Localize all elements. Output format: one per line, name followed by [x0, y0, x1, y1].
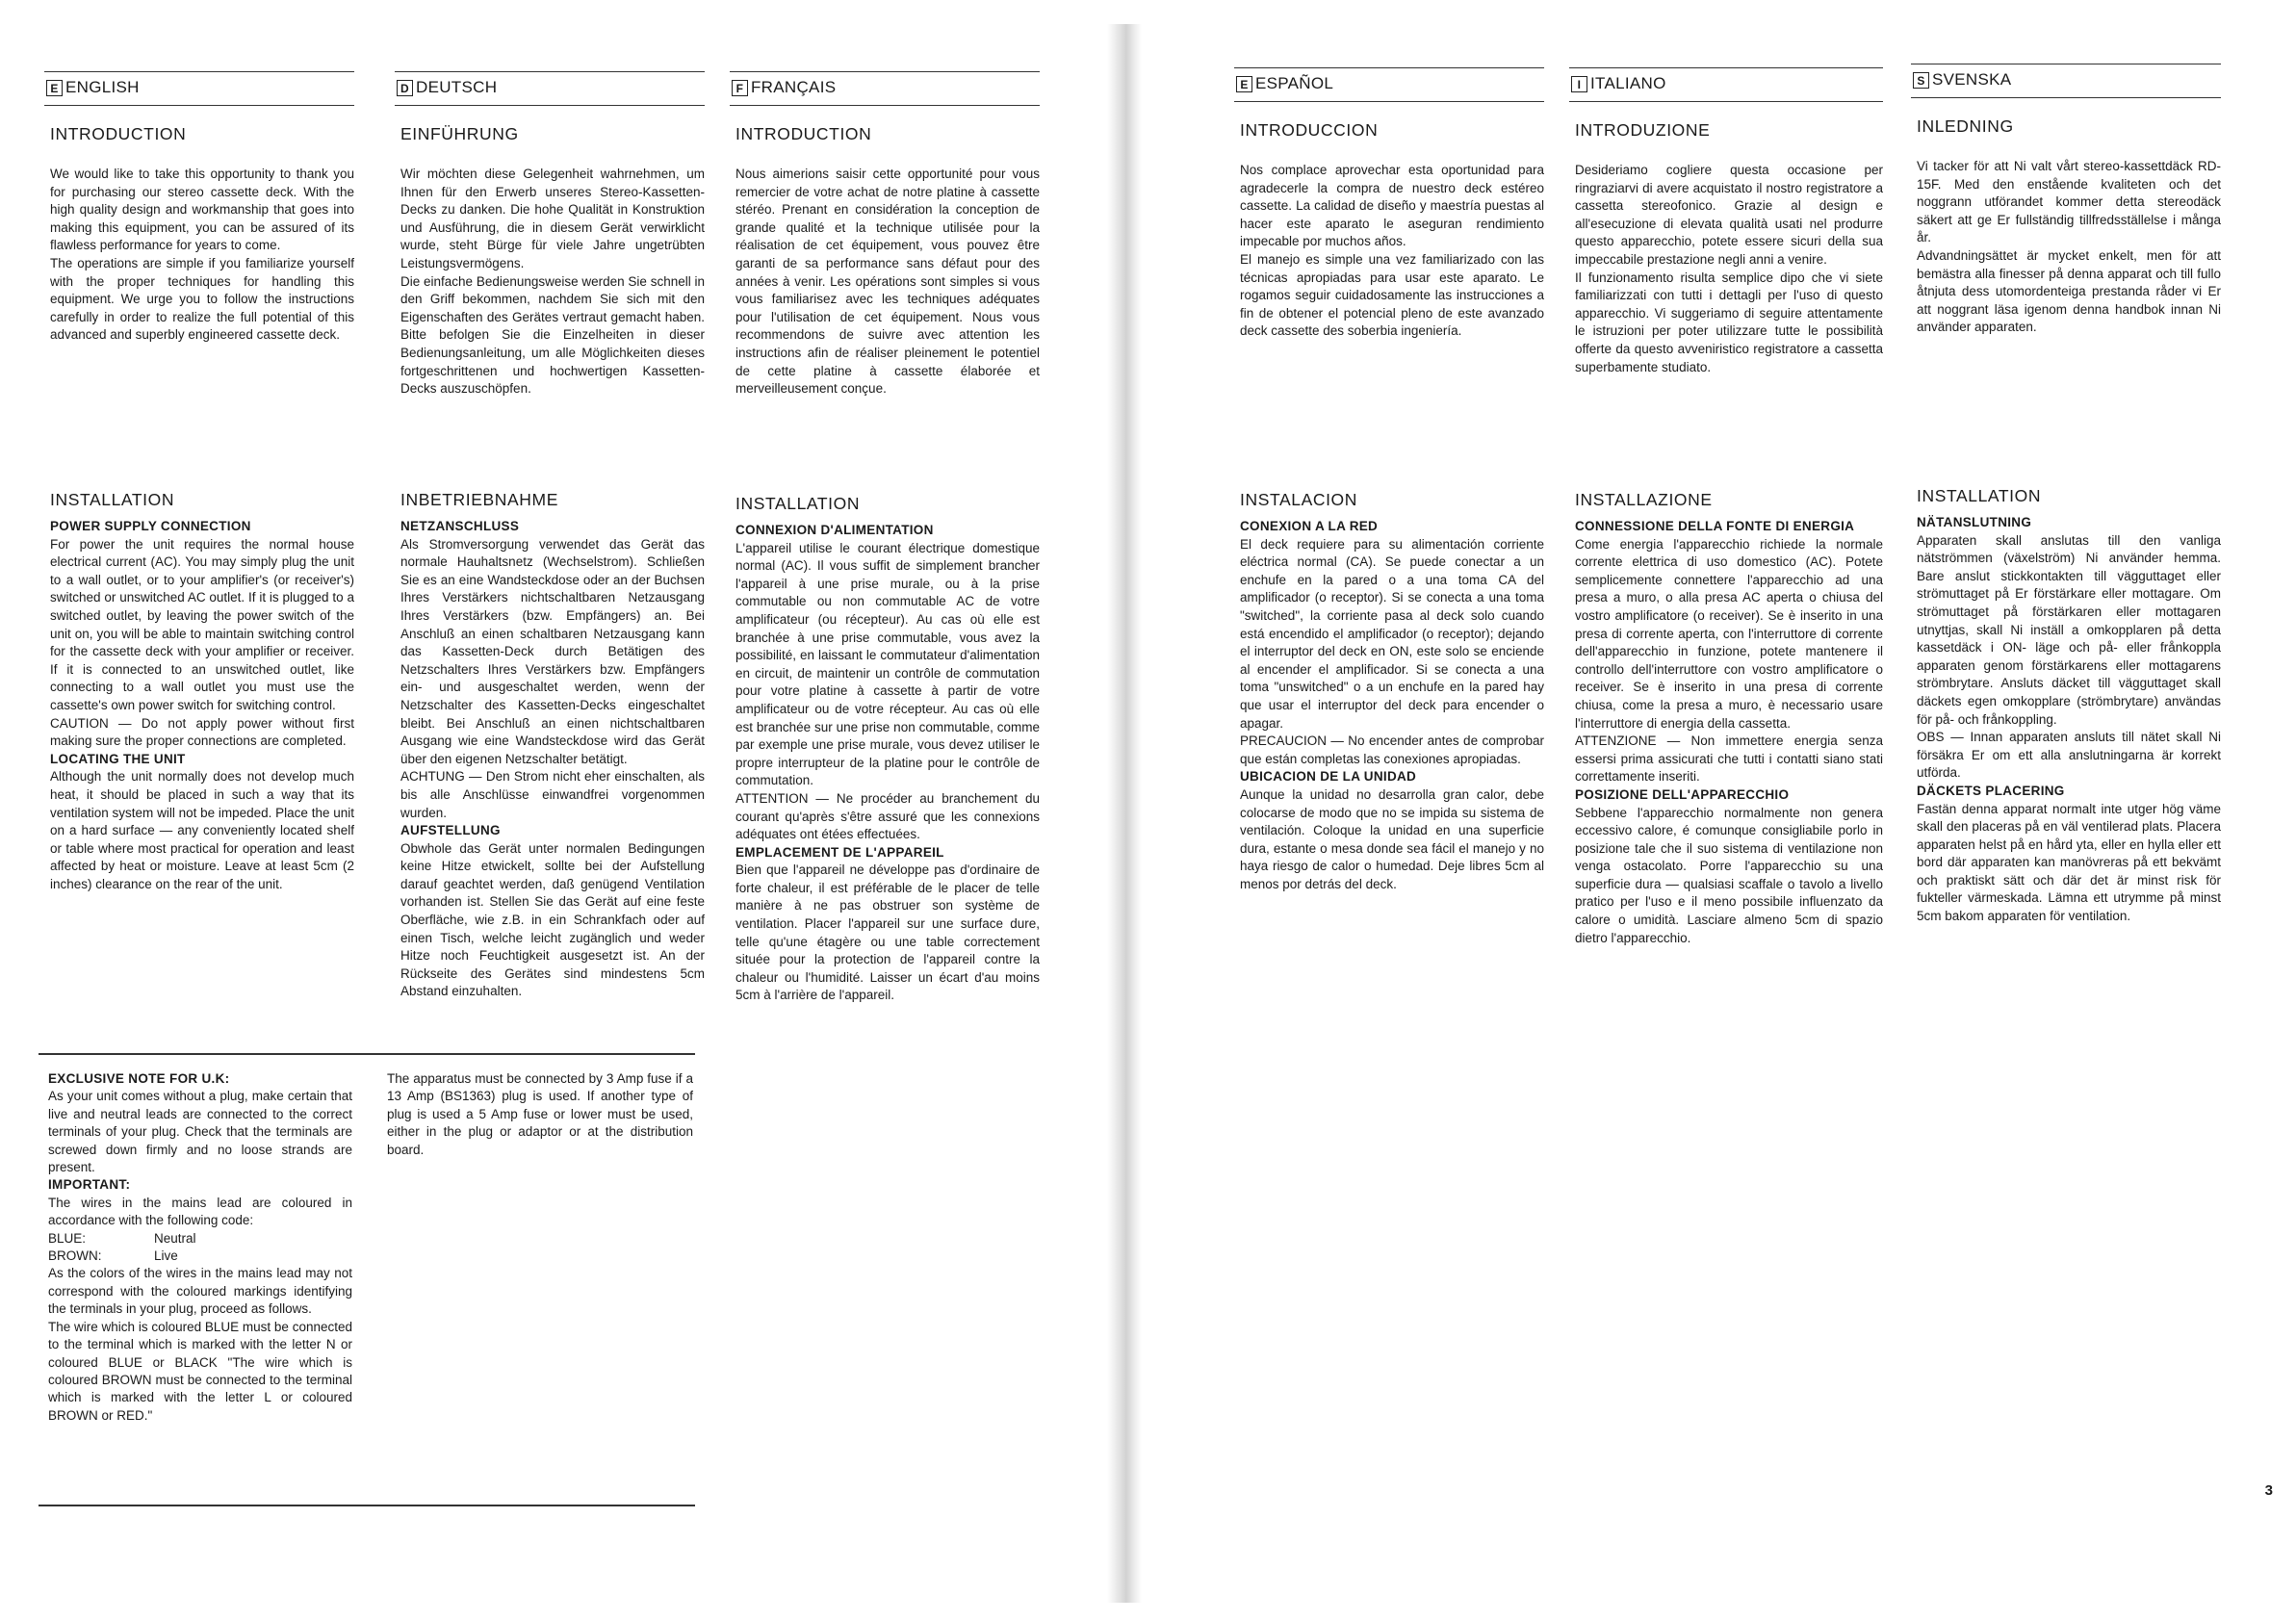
- intro-heading: INTRODUCTION: [735, 124, 872, 143]
- column-english: [44, 71, 358, 995]
- page-number: 3: [2264, 1482, 2273, 1499]
- uk-note-left: [48, 1070, 356, 1425]
- language-header: [1234, 67, 1544, 102]
- language-name: DEUTSCH: [416, 78, 498, 96]
- uk-note-fuse-text: The apparatus must be connected by 3 Amp fuse if a 13 Amp (BS1363) plug is used. If another type of plug is used a 5 Amp fuse or lower must be used, either in the plug or adaptor or at the distribution board.: [387, 1071, 697, 1157]
- column-deutsch: [395, 71, 709, 1034]
- language-header: [395, 71, 705, 106]
- intro-heading: INLEDNING: [1917, 116, 2014, 136]
- installation-heading: INSTALLAZIONE: [1575, 490, 1713, 509]
- power-subheading: POWER SUPPLY CONNECTION: [50, 519, 251, 533]
- column-francais: [730, 71, 1044, 1130]
- language-header: [1911, 64, 2221, 98]
- location-subheading: UBICACION DE LA UNIDAD: [1240, 769, 1417, 785]
- intro-text: Nous aimerions saisir cette opportunité pour vous remercier de votre achat de notre platine à cassette stéréo. Prenant en considération la conception de grande qualité et la technique utilisée pour la réalisation de cet équipement, vous pouvez être garanti de sa performance sans défaut pour des années à venir. Les opérations sont simples si vous vous familiarisez avec les techniques adéquates pour l'utilisation de cet équipement. Nous vous recommendons de suivre avec attention les instructions afin de réaliser pleinement le potentiel de cette platine à cassette élaborée et merveilleusement conçue.: [735, 167, 1044, 397]
- installation-body: [735, 522, 1044, 1005]
- wire-name: Neutral: [154, 1230, 196, 1246]
- page-fold: [1107, 24, 1142, 1603]
- installation-body: [50, 518, 358, 893]
- location-subheading: POSIZIONE DELL'APPARECCHIO: [1575, 786, 1790, 802]
- location-text: Obwhole das Gerät unter normalen Bedingungen keine Hitze etwickelt, sollte bei der Aufstellung darauf geachtet werden, daß genügend Ventilation vorhanden ist. Stellen Sie das Gerät auf eine feste Oberfläche, wie z.B. in ein Schrankfach oder auf einen Tisch, welche leicht zugänglich und weder Hitze noch Feuchtigkeit ausgesetzt ist. An der Rückseite des Gerätes sind mindestens 5cm Abstand einzuhalten.: [400, 840, 709, 999]
- intro-text: Desideriamo cogliere questa occasione per ringraziarvi di avere acquistato il nostro registratore a cassetta stereofonico. Grazie al design e all'esecuzione di elevata qualità usati nel produrre questo apparecchio, potete essere sicuri della sua impeccabile prestazione negli anni a venire. Il funzionamento risulta semplice dipo che vi siete familiarizzati con tutti i dettagli per l'uso di questo apparecchio. Vi suggeriamo di seguire attentamente le istruzioni per poter utilizzare tutte le possibilità offerte da questo avveniristico registratore a cassetta superbamente studiato.: [1575, 163, 1883, 374]
- power-subheading: NETZANSCHLUSS: [400, 519, 520, 533]
- language-badge-icon: S: [1913, 72, 1929, 89]
- installation-heading: INSTALLATION: [735, 494, 861, 513]
- language-label: [1571, 75, 1666, 93]
- uk-note-top-rule: [39, 1053, 695, 1055]
- power-subheading: CONNESSIONE DELLA FONTE DI ENERGIA: [1575, 519, 1855, 533]
- language-header: [1569, 67, 1883, 102]
- language-name: ESPAÑOL: [1255, 74, 1334, 92]
- wire-code-table: [48, 1230, 352, 1266]
- power-subheading: NÄTANSLUTNING: [1917, 515, 2032, 529]
- intro-text: Wir möchten diese Gelegenheit wahrnehmen, um Ihnen für den Erwerb unseres Stereo-Kassetten-Decks zu danken. Die hohe Qualität in Konstruktion und Ausführung, die in diesem Gerät verwirklicht wurde, steht Bürge für viele Jahre ungetrübten Leistungsvermögens. Die einfache Bedienungsweise werden Sie schnell in den Griff bekommen, nachdem Sie sich mit den Eigenschaften des Gerätes vertraut gemacht haben. Bitte befolgen Sie die Einzelheiten in dieser Bedienungsanleitung, um alle Möglichkeiten dieses fortgeschrittenen und hochwertigen Kassetten-Decks auszuschöpfen.: [400, 167, 705, 397]
- location-text: Although the unit normally does not develop much heat, it should be placed in such a way that its ventilation system will not be impeded. Place the unit on a hard surface — any conveniently located shelf or table where most practical for operation and least affected by heat or moisture. Leave at least 5cm (2 inches) clearance on the rear of the unit.: [50, 769, 358, 891]
- language-label: [46, 79, 140, 97]
- language-badge-icon: F: [732, 80, 748, 96]
- location-text: Bien que l'appareil ne développe pas d'ordinaire de forte chaleur, il est préférable de le placer de telle manière à ne pas obstruer son système de ventilation. Placer l'appareil sur une surface dure, telle qu'une étagère ou une table correctement située pour la protection de l'appareil contre la chaleur ou l'humidité. Laisser un écart d'au moins 5cm à l'arrière de l'appareil.: [735, 862, 1044, 1003]
- language-badge-icon: D: [397, 80, 413, 96]
- power-text: Apparaten skall anslutas till den vanliga nätströmmen (växelström) Ni använder hemma. Bare anslut stickkontakten till vägguttaget eller strömuttaget på Er förstärkare eller mottagare. Om strömuttaget på förstärkaren eller mottagaren utnyttjas, skall Ni inställ a omkopplaren på detta kassetdäck i ON- läge och på- eller frånkoppla apparaten genom förstärkarens eller mottagarens strömbrytare. Ansluts däcket till vägguttaget skall däckets egen omkopplare (strömbrytare) användas för på- och frånkoppling. OBS — Innan apparaten ansluts till nätet skall Ni försäkra Er om ett alla anslutningarna är korrekt utförda.: [1917, 532, 2221, 781]
- uk-note-text-2: The wires in the mains lead are coloured in accordance with the following code:: [48, 1195, 356, 1228]
- language-label: [732, 79, 836, 97]
- installation-body: [1575, 518, 1887, 947]
- uk-note-text-3: As the colors of the wires in the mains lead may not correspond with the coloured markings identifying the terminals in your plug, proceed as follows. The wire which is coloured BLUE must be connected to the terminal which is marked with the letter N or coloured BLUE or BLACK "The wire which is coloured BROWN must be connected to the terminal which is marked with the letter L or coloured BROWN or RED.": [48, 1266, 352, 1423]
- installation-heading: INBETRIEBNAHME: [400, 490, 558, 509]
- intro-text: Nos complace aprovechar esta oportunidad para agradecerle la compra de nuestro deck estéreo cassette. La calidad de diseño y maestría puestas al hacer este aparato le aseguran rendimiento impecable por muchos años. El manejo es simple una vez familiarizado con las técnicas apropiadas para usar este aparato. Le rogamos seguir cuidadosamente las instrucciones a fin de obtener el potencial pleno de este avanzado deck cassette des soberbia ingeniería.: [1240, 163, 1544, 339]
- power-text: For power the unit requires the normal house electrical current (AC). You may simply plug the unit to a wall outlet, or to your amplifier's (or receiver's) switched or unswitched AC outlet. If it is plugged to a switched outlet, by leaving the power switch of the unit on, you will be able to maintain switching control for the cassette deck with your amplifier or receiver. If it is connected to an unswitched outlet, like connecting to a wall outlet you must use the cassette's own power switch for switching control. CAUTION — Do not apply power without first making sure the proper connections are completed.: [50, 536, 354, 749]
- language-badge-icon: I: [1571, 76, 1587, 92]
- installation-heading: INSTALLATION: [1917, 486, 2042, 505]
- installation-body: [400, 518, 709, 1001]
- language-name: SVENSKA: [1932, 70, 2012, 89]
- intro-text: Vi tacker för att Ni valt vårt stereo-kassettdäck RD-15F. Med den enstående kvaliteten och det noggrann utförandet kommer detta stereodäck säkert att ge Er fullständig tillfredsställelse i många år. Advandningsättet är mycket enkelt, men för att bemästra alla finesser på denna apparat och till fullo åtnjuta dess utomordenteiga prestanda råder vi Er att noggrant läsa igenom denna handbok innan Ni använder apparaten.: [1917, 159, 2221, 335]
- location-subheading: AUFSTELLUNG: [400, 823, 501, 838]
- installation-body: [1917, 514, 2225, 926]
- language-label: [397, 79, 497, 97]
- power-subheading: CONEXION A LA RED: [1240, 519, 1379, 533]
- intro-heading: INTRODUCCION: [1240, 120, 1379, 140]
- location-text: Fastän denna apparat normalt inte utger hög väme skall den placeras på en väl ventilerad plats. Placera apparaten helst på en hård yta, eller en hylla eller ett bord där apparaten kan manövreras på ett bekvämt och praktiskt sätt och där det är minst risk för fukteller värmeskada. Lämna ett utrymme på minst 5cm bakom apparaten för ventilation.: [1917, 801, 2225, 924]
- column-espanol: [1234, 67, 1548, 1030]
- language-label: [1913, 71, 2011, 90]
- location-text: Aunque la unidad no desarrolla gran calor, debe colocarse de modo que no se impida su sistema de ventilación. Coloque la unidad en una superficie dura, estante o mesa donde sea fácil el manejo y no haya riesgo de calor o humedad. Deje libres 5cm al menos por detrás del deck.: [1240, 786, 1548, 891]
- uk-note-important: IMPORTANT:: [48, 1177, 131, 1193]
- language-badge-icon: E: [46, 80, 63, 96]
- uk-note-heading: EXCLUSIVE NOTE FOR U.K:: [48, 1071, 230, 1086]
- language-name: FRANÇAIS: [751, 78, 837, 96]
- intro-heading: INTRODUZIONE: [1575, 120, 1711, 140]
- location-text: Sebbene l'apparecchio normalmente non genera eccessivo calore, é comunque consigliabile porlo in posizione tale che il suo sistema di ventilazione non venga ostacolato. Porre l'apparecchio su una superficie dura — qualsiasi scaffale o tavolo a livello pratico per l'uso e il meno possibile influenzato da calore o umidità. Lasciare almeno 5cm di spazio dietro l'apparecchio.: [1575, 805, 1887, 945]
- installation-body: [1240, 518, 1548, 893]
- language-header: [44, 71, 354, 106]
- intro-text: We would like to take this opportunity to thank you for purchasing our stereo cassette deck. With the high quality design and workmanship that goes into making this equipment, you can be assured of its flawless performance for years to come. The operations are simple if you familiarize yourself with the proper techniques for handling this equipment. We urge you to follow the instructions carefully in order to realize the full potential of this advanced and superbly engineered cassette deck.: [50, 167, 354, 343]
- power-subheading: CONNEXION D'ALIMENTATION: [735, 523, 934, 537]
- power-text: L'appareil utilise le courant électrique domestique normal (AC). Il vous suffit de simplement brancher l'appareil à une prise murale, ou à la prise commutable ou non commutable AC de votre amplificateur (ou récepteur). Au cas où elle est branchée à une prise commutable, vous avez la possibilité, en laissant le commutateur d'alimentation en circuit, de maintenir un contrôle de commutation pour votre platine à cassette à partir de votre amplificateur ou de votre récepteur. Au cas où elle est branchée sur une prise non commutable, comme par exemple une prise murale, vous devez utiliser le propre interrupteur de la platine pour le contrôle de commutation. ATTENTION — Ne procéder au branchement du courant qu'après s'être assuré que les connexions adéquates ont étées effectuées.: [735, 540, 1040, 842]
- uk-note-bottom-rule: [39, 1505, 695, 1506]
- location-subheading: LOCATING THE UNIT: [50, 751, 186, 766]
- language-name: ITALIANO: [1590, 74, 1666, 92]
- location-subheading: EMPLACEMENT DE L'APPAREIL: [735, 844, 944, 860]
- intro-heading: INTRODUCTION: [50, 124, 187, 143]
- language-badge-icon: E: [1236, 76, 1252, 92]
- location-subheading: DÄCKETS PLACERING: [1917, 783, 2065, 798]
- language-name: ENGLISH: [65, 78, 140, 96]
- intro-heading: EINFÜHRUNG: [400, 124, 519, 143]
- power-text: Come energia l'apparecchio richiede la normale corrente elettrica di uso domestico (AC). Potete semplicemente connettere l'apparecchio ad una presa a muro, o alla presa AC aperta o chiusa del vostro amplificatore (o receiver). Se è inserito in una presa di corrente aperta, con l'interruttore di corrente dell'apparecchio in funzione, potete mantenere il controllo dell'interruttore con vostro amplificatore o receiver. Se è inserito in una presa di corrente chiusa, come la presa a muro, è necessario usare l'interruttore di energia della cassetta. ATTENZIONE — Non immettere energia senza essersi prima assicurati che tutti i contatti siano stati correttamente inseriti.: [1575, 536, 1883, 785]
- wire-color: BROWN:: [48, 1248, 102, 1264]
- language-label: [1236, 75, 1333, 93]
- language-header: [730, 71, 1040, 106]
- wire-color: BLUE:: [48, 1230, 87, 1246]
- column-svenska: [1911, 64, 2225, 1026]
- power-text: El deck requiere para su alimentación corriente eléctrica normal (CA). Se puede conectar a un enchufe en la pared o a una toma CA del amplificador (o receptor). Si se conecta a una toma "switched", la corriente pasa al deck solo cuando está encendido el amplificador (o receptor); dejando el interruptor del deck en ON, este solo se enciende al encender el amplificador. Si se conecta a una toma "unswitched" o a un enchufe en la pared hay que usar el interruptor del deck para encender o apagar. PRECAUCION — No encender antes de comprobar que están completas las conexiones apropiadas.: [1240, 536, 1544, 766]
- uk-note-fuse: [387, 1070, 697, 1159]
- uk-note-text-1: As your unit comes without a plug, make certain that live and neutral leads are connected to the correct terminals of your plug. Check that the terminals are screwed down firmly and no loose strands are present.: [48, 1089, 356, 1175]
- wire-name: Live: [154, 1248, 178, 1264]
- installation-heading: INSTALACION: [1240, 490, 1357, 509]
- power-text: Als Stromversorgung verwendet das Gerät das normale Hauhaltsnetz (Wechselstrom). Schließen Sie es an eine Wandsteckdose oder an der Buchsen Ihres Verstärkers nichtschaltbaren Netzausgang Ihres Verstärkers (bzw. Empfängers) an. Bei Anschluß an einen schaltbaren Netzausgang kann das Kassetten-Deck durch Betätigen des Netzschalters Ihres Verstärkers bzw. Empfängers ein- und ausgeschaltet werden, wenn der Netzschalter des Kassetten-Decks eingeschaltet bleibt. Bei Anschluß an einen nichtschaltbaren Ausgang wie eine Wandsteckdose wird das Gerät über den eigenen Netzschalter betätigt. ACHTUNG — Den Strom nicht eher einschalten, als bis alle Anschlüsse einwandfrei vorgenommen wurden.: [400, 536, 705, 820]
- installation-heading: INSTALLATION: [50, 490, 175, 509]
- column-italiano: [1569, 67, 1887, 1030]
